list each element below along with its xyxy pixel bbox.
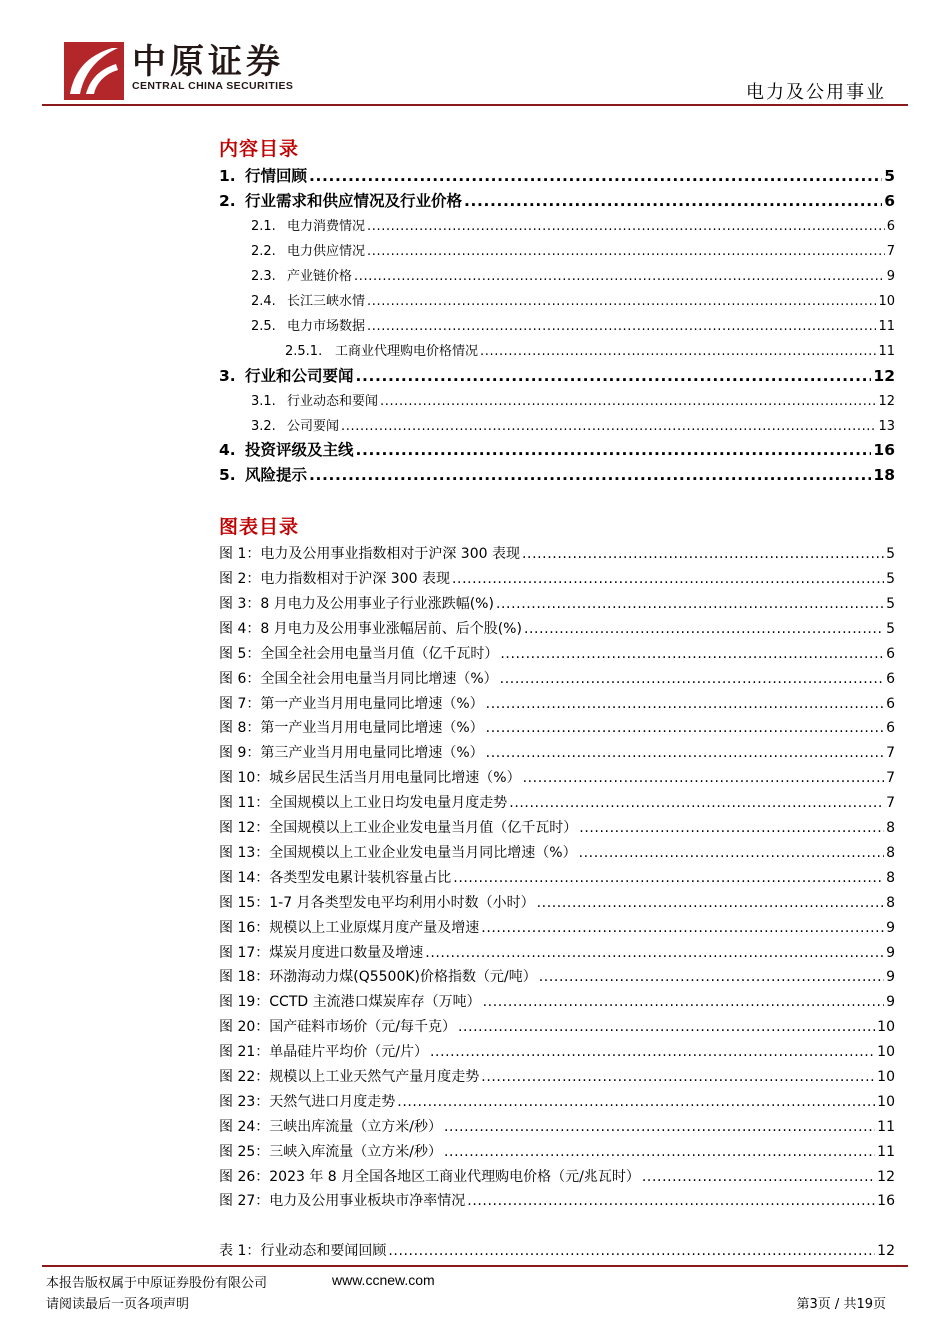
toc-leader-dots [579,845,885,861]
page-header [0,0,950,110]
figure-title: 全国全社会用电量当月值（亿千瓦时） [260,646,499,662]
figure-label: 图 24： [219,1119,270,1135]
toc-leader-dots [642,1169,875,1185]
toc-leader-dots [444,1144,875,1160]
figure-item[interactable] [219,842,895,862]
figure-page: 8 [886,870,895,886]
figure-item[interactable] [219,593,895,613]
figure-page: 11 [877,1144,895,1160]
toc-item-page: 18 [873,466,895,484]
toc-item[interactable] [219,164,895,186]
figure-item[interactable] [219,1066,895,1086]
figure-item[interactable] [219,668,895,688]
figure-label: 图 26： [219,1169,270,1185]
toc-item-title: 行业动态和要闻 [287,394,379,409]
figure-page: 5 [886,546,895,562]
figure-item[interactable] [219,767,895,787]
toc-item[interactable] [251,215,895,234]
toc-item-number: 5. [219,466,236,484]
toc-item-title: 行情回顾 [245,167,308,185]
toc-item-title: 公司要闻 [287,419,340,434]
toc-item[interactable] [219,189,895,211]
toc-leader-dots [388,1243,875,1259]
figure-title: 天然气进口月度走势 [269,1094,396,1110]
toc-leader-dots [309,167,882,185]
toc-leader-dots [356,441,872,459]
toc-leader-dots [430,1044,875,1060]
figure-item[interactable] [219,942,895,962]
toc-leader-dots [453,870,884,886]
logo-english-name: CENTRAL CHINA SECURITIES [132,80,294,92]
figure-page: 10 [877,1069,895,1085]
toc-leader-dots [309,466,871,484]
toc-item-page: 6 [886,219,895,234]
toc-item[interactable] [219,438,895,460]
toc-leader-dots [356,367,872,385]
figure-title: 煤炭月度进口数量及增速 [269,945,424,961]
figure-page: 5 [886,621,895,637]
figure-label: 图 21： [219,1044,270,1060]
toc-item-number: 2.2. [251,244,276,259]
figure-item[interactable] [219,1141,895,1161]
toc-leader-dots [500,671,884,687]
figure-title: 1-7 月各类型发电平均利用小时数（小时） [269,895,535,911]
figure-title: 第一产业当月用电量同比增速（%） [260,720,484,736]
toc-leader-dots [539,969,884,985]
toc-item-title: 电力市场数据 [287,319,366,334]
toc-leader-dots [444,1119,875,1135]
toc-item-title: 行业需求和供应情况及行业价格 [245,192,463,210]
figure-page: 6 [886,720,895,736]
company-logo-icon [64,42,124,100]
toc-item-number: 1. [219,167,236,185]
toc-item[interactable] [251,290,895,309]
table-item[interactable] [219,1240,895,1260]
toc-item-number: 2. [219,192,236,210]
toc-item[interactable] [251,265,895,284]
figure-item[interactable] [219,1091,895,1111]
toc-item-title: 产业链价格 [287,269,353,284]
figure-title: 环渤海动力煤(Q5500K)价格指数（元/吨） [269,969,537,985]
figure-title: CCTD 主流港口煤炭库存（万吨） [269,994,481,1010]
toc-leader-dots [367,319,876,334]
figure-item[interactable] [219,1190,895,1210]
figure-page: 6 [886,696,895,712]
toc-item-number: 2.5.1. [285,344,323,359]
toc-leader-dots [496,596,884,612]
figure-page: 6 [886,671,895,687]
figure-item[interactable] [219,817,895,837]
figure-title: 全国规模以上工业企业发电量当月同比增速（%） [269,845,577,861]
figure-title: 规模以上工业天然气产量月度走势 [269,1069,480,1085]
toc-item-title: 行业和公司要闻 [245,367,354,385]
toc-leader-dots [486,745,884,761]
figure-label: 图 9： [219,745,261,761]
figure-title: 第三产业当月用电量同比增速（%） [260,745,484,761]
toc-leader-dots [354,269,885,284]
toc-item-number: 2.5. [251,319,276,334]
toc-item-title: 风险提示 [245,466,308,484]
figure-list-title: 图表目录 [219,516,300,538]
figure-label: 图 20： [219,1019,270,1035]
toc-item-number: 4. [219,441,236,459]
toc-item[interactable] [219,364,895,386]
figure-label: 图 10： [219,770,270,786]
toc-leader-dots [425,945,884,961]
toc-item-page: 9 [886,269,895,284]
toc-item-number: 3.1. [251,394,276,409]
figure-item[interactable] [219,1016,895,1036]
figure-title: 2023 年 8 月全国各地区工商业代理购电价格（元/兆瓦时） [269,1169,640,1185]
footer-page-info: 第3页 / 共19页 [796,1297,886,1312]
figure-page: 12 [877,1169,895,1185]
header-divider [42,104,908,106]
figure-item[interactable] [219,917,895,937]
toc-leader-dots [367,244,885,259]
figure-label: 图 27： [219,1193,270,1209]
toc-leader-dots [367,294,876,309]
toc-item-page: 12 [873,367,895,385]
figure-page: 6 [886,646,895,662]
figure-label: 图 3： [219,596,261,612]
figure-item[interactable] [219,792,895,812]
figure-label: 图 2： [219,571,261,587]
figure-item[interactable] [219,693,895,713]
toc-leader-dots [380,394,876,409]
figure-label: 图 5： [219,646,261,662]
figure-label: 图 19： [219,994,270,1010]
toc-item-title: 投资评级及主线 [245,441,354,459]
figure-label: 图 8： [219,720,261,736]
figure-page: 10 [877,1044,895,1060]
figure-title: 全国规模以上工业企业发电量当月值（亿千瓦时） [269,820,578,836]
toc-item-number: 2.3. [251,269,276,284]
toc-leader-dots [481,1069,875,1085]
toc-leader-dots [367,219,885,234]
figure-label: 图 23： [219,1094,270,1110]
toc-item[interactable] [285,340,895,359]
toc-item-page: 7 [886,244,895,259]
figure-label: 图 15： [219,895,270,911]
toc-leader-dots [523,770,885,786]
toc-item-number: 3. [219,367,236,385]
figure-title: 国产硅料市场价（元/每千克） [269,1019,456,1035]
figure-title: 8 月电力及公用事业涨幅居前、后个股(%) [260,621,522,637]
figure-item[interactable] [219,892,895,912]
toc-item-page: 6 [884,192,895,210]
figure-label: 图 13： [219,845,270,861]
figure-title: 三峡出库流量（立方米/秒） [269,1119,442,1135]
figure-item[interactable] [219,867,895,887]
footer-website-link[interactable]: www.ccnew.com [332,1272,435,1288]
figure-page: 5 [886,596,895,612]
figure-label: 图 18： [219,969,270,985]
figure-title: 电力指数相对于沪深 300 表现 [260,571,450,587]
figure-title: 三峡入库流量（立方米/秒） [269,1144,442,1160]
toc-leader-dots [537,895,884,911]
figure-page: 8 [886,820,895,836]
figure-item[interactable] [219,966,895,986]
toc-leader-dots [483,994,884,1010]
figure-page: 5 [886,571,895,587]
footer-copyright: 本报告版权属于中原证券股份有限公司 [46,1276,268,1291]
figure-title: 第一产业当月用电量同比增速（%） [260,696,484,712]
toc-item-page: 11 [878,319,895,334]
toc-item-title: 电力消费情况 [287,219,366,234]
figure-title: 电力及公用事业指数相对于沪深 300 表现 [260,546,520,562]
figure-page: 7 [886,770,895,786]
toc-leader-dots [524,621,884,637]
figure-page: 7 [886,745,895,761]
industry-label: 电力及公用事业 [746,82,886,103]
toc-item-page: 5 [884,167,895,185]
figure-label: 图 16： [219,920,270,936]
toc-leader-dots [500,646,884,662]
figure-title: 单晶硅片平均价（元/片） [269,1044,428,1060]
toc-leader-dots [341,419,876,434]
toc-item[interactable] [219,463,895,485]
toc-leader-dots [486,720,884,736]
toc-item[interactable] [251,390,895,409]
footer-divider [42,1265,908,1267]
toc-leader-dots [467,1193,875,1209]
figure-label: 图 14： [219,870,270,886]
toc-leader-dots [452,571,884,587]
figure-item[interactable] [219,643,895,663]
figure-page: 16 [877,1193,895,1209]
figure-title: 全国规模以上工业日均发电量月度走势 [269,795,508,811]
toc-item[interactable] [251,415,895,434]
figure-item[interactable] [219,543,895,563]
figure-item[interactable] [219,618,895,638]
toc-leader-dots [464,192,882,210]
figure-item[interactable] [219,742,895,762]
figure-title: 城乡居民生活当月用电量同比增速（%） [269,770,521,786]
footer-disclaimer: 请阅读最后一页各项声明 [46,1297,190,1312]
figure-label: 图 7： [219,696,261,712]
toc-leader-dots [481,920,884,936]
table-title: 行业动态和要闻回顾 [260,1243,387,1259]
toc-item-page: 10 [878,294,895,309]
toc-title: 内容目录 [219,138,300,160]
figure-page: 10 [877,1019,895,1035]
toc-item-page: 13 [878,419,895,434]
figure-label: 图 25： [219,1144,270,1160]
toc-item-title: 工商业代理购电价格情况 [335,344,479,359]
table-label: 表 1： [219,1243,261,1259]
figure-page: 10 [877,1094,895,1110]
toc-item-page: 11 [878,344,895,359]
figure-title: 全国全社会用电量当月同比增速（%） [260,671,498,687]
toc-item-page: 16 [873,441,895,459]
toc-item-number: 3.2. [251,419,276,434]
figure-page: 9 [886,994,895,1010]
figure-item[interactable] [219,1116,895,1136]
toc-leader-dots [397,1094,875,1110]
figure-item[interactable] [219,991,895,1011]
figure-title: 8 月电力及公用事业子行业涨跌幅(%) [260,596,494,612]
figure-label: 图 17： [219,945,270,961]
toc-item[interactable] [251,315,895,334]
figure-title: 规模以上工业原煤月度产量及增速 [269,920,480,936]
figure-page: 9 [886,969,895,985]
figure-page: 9 [886,920,895,936]
figure-title: 电力及公用事业板块市净率情况 [269,1193,466,1209]
figure-label: 图 11： [219,795,270,811]
figure-page: 9 [886,945,895,961]
figure-label: 图 22： [219,1069,270,1085]
toc-item-title: 长江三峡水情 [287,294,366,309]
toc-leader-dots [509,795,884,811]
figure-label: 图 6： [219,671,261,687]
logo-chinese-name: 中原证券 [132,42,284,82]
toc-item-number: 2.4. [251,294,276,309]
toc-item-title: 电力供应情况 [287,244,366,259]
figure-label: 图 1： [219,546,261,562]
figure-item[interactable] [219,568,895,588]
figure-page: 8 [886,845,895,861]
toc-leader-dots [486,696,884,712]
figure-item[interactable] [219,717,895,737]
toc-leader-dots [579,820,884,836]
figure-title: 各类型发电累计装机容量占比 [269,870,452,886]
toc-leader-dots [522,546,884,562]
figure-label: 图 4： [219,621,261,637]
toc-item-page: 12 [878,394,895,409]
figure-item[interactable] [219,1041,895,1061]
toc-leader-dots [480,344,876,359]
figure-page: 8 [886,895,895,911]
table-page: 12 [877,1243,895,1259]
toc-item[interactable] [251,240,895,259]
figure-item[interactable] [219,1166,895,1186]
toc-leader-dots [458,1019,875,1035]
figure-page: 7 [886,795,895,811]
figure-page: 11 [877,1119,895,1135]
figure-label: 图 12： [219,820,270,836]
toc-item-number: 2.1. [251,219,276,234]
